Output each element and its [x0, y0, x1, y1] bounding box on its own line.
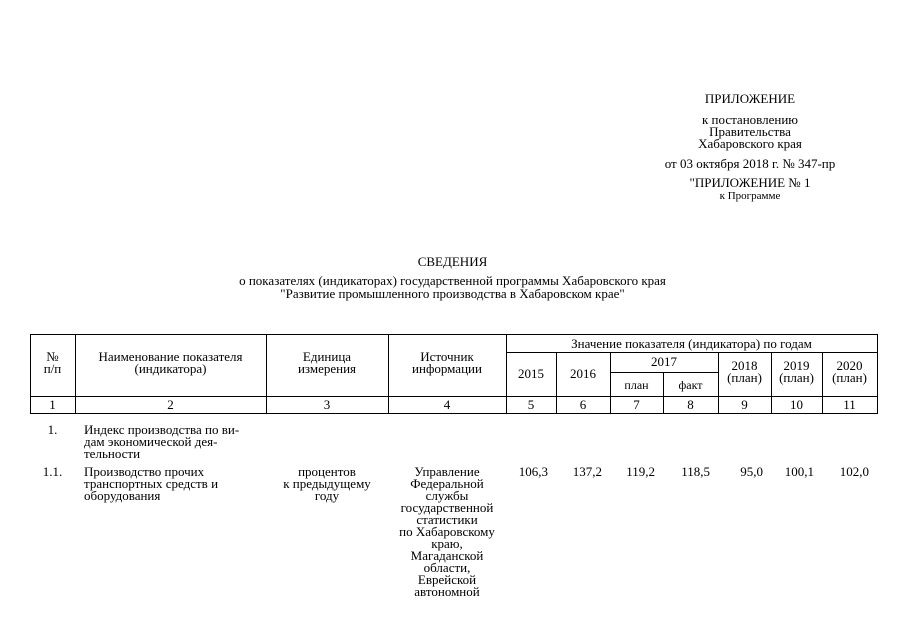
row-1-1-unit: процентов к предыдущему году — [283, 464, 371, 503]
header-source: Источник информации — [412, 349, 482, 376]
row-1-1-source: Управление Федеральной службы государственной статистики по Хабаровскому краю, Магаданской области, Еврейской автономной — [399, 464, 495, 599]
col-number-10: 10 — [790, 397, 803, 412]
col-number-9: 9 — [741, 397, 748, 412]
header-year-2015: 2015 — [518, 366, 544, 381]
col-number-3: 3 — [323, 397, 331, 412]
row-1-1-num: 1.1. — [42, 464, 63, 479]
header-num: № п/п — [43, 349, 62, 376]
col-number-11: 11 — [843, 397, 856, 412]
col-number-6: 6 — [579, 397, 587, 412]
to-program-label: к Программе — [719, 190, 781, 202]
decree-date: от 03 октября 2018 г. № 347-пр — [664, 156, 836, 171]
header-year-2019: 2019 (план) — [779, 358, 814, 385]
row-1-1-value-2018: 95,0 — [740, 464, 763, 479]
row-1-1-value-2017-fact: 118,5 — [681, 464, 710, 479]
row-1-1-value-2016: 137,2 — [572, 464, 602, 479]
header-values-by-year: Значение показателя (индикатора) по годам — [571, 336, 812, 351]
document-subtitle-2: "Развитие промышленного производства в Хабаровском крае" — [280, 286, 625, 301]
header-2017-fact: факт — [678, 378, 703, 392]
appendix-1-heading: "ПРИЛОЖЕНИЕ № 1 — [689, 175, 811, 190]
header-2017-plan: план — [624, 378, 649, 392]
row-1-1-value-2015: 106,3 — [518, 464, 548, 479]
appendix-heading: ПРИЛОЖЕНИЕ — [704, 91, 796, 106]
decree-line-1: к постановлению — [701, 112, 799, 127]
header-year-2017: 2017 — [651, 354, 677, 369]
col-number-5: 5 — [527, 397, 535, 412]
row-1-1-value-2020: 102,0 — [839, 464, 869, 479]
col-number-8: 8 — [687, 397, 694, 412]
header-year-2016: 2016 — [570, 366, 596, 381]
row-1-1-name: Производство прочих транспортных средств и оборудования — [84, 464, 219, 503]
header-indicator-name: Наименование показателя (индикатора) — [98, 349, 243, 376]
col-number-2: 2 — [167, 397, 174, 412]
document-title: СВЕДЕНИЯ — [417, 254, 488, 269]
document-subtitle-1: о показателях (индикаторах) государственной программы Хабаровского края — [239, 273, 666, 288]
row-1-1-value-2019: 100,1 — [784, 464, 814, 479]
col-number-4: 4 — [443, 397, 451, 412]
col-number-7: 7 — [633, 397, 640, 412]
header-year-2020: 2020 (план) — [832, 358, 867, 385]
row-1-num: 1. — [47, 422, 58, 437]
header-year-2018: 2018 (план) — [727, 358, 762, 385]
decree-line-3: Хабаровского края — [698, 136, 802, 151]
header-unit: Единица измерения — [297, 349, 357, 376]
col-number-1: 1 — [49, 397, 56, 412]
decree-line-2: Правительства — [709, 124, 791, 139]
row-1-name: Индекс производства по ви- дам экономической дея- тельности — [84, 422, 240, 461]
row-1-1-value-2017-plan: 119,2 — [626, 464, 655, 479]
